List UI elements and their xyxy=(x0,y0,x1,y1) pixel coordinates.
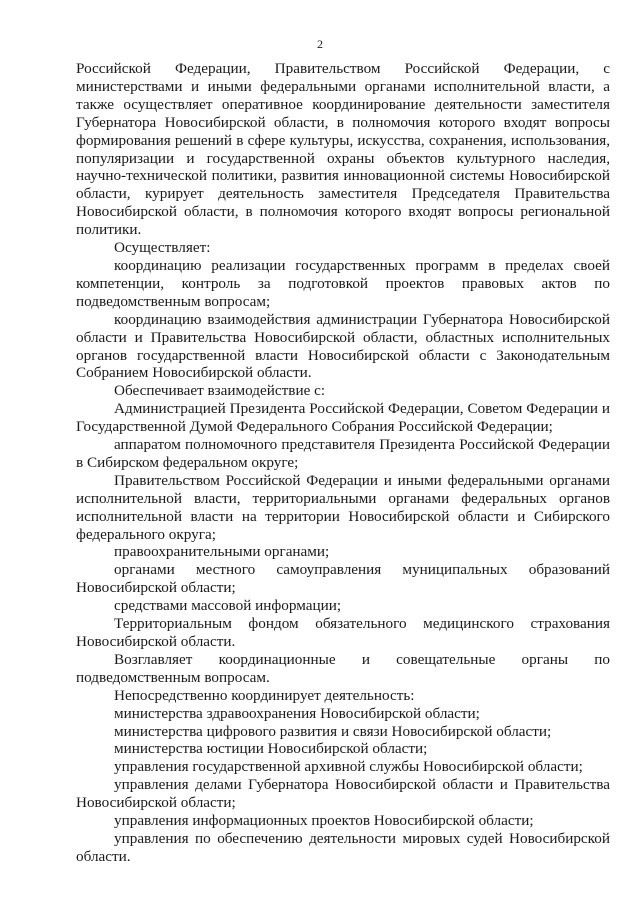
paragraph-21: управления по обеспечению деятельности мировых судей Новосибирской области. xyxy=(76,829,610,865)
paragraph-6: Администрацией Президента Российской Федерации, Советом Федерации и Государственной Думой Федерального Собрания Российской Федерации; xyxy=(76,400,610,436)
paragraph-14: Непосредственно координирует деятельность: xyxy=(114,686,415,704)
paragraph-3: координацию реализации государственных программ в пределах своей компетенции, контроль за подготовкой проектов правовых актов по подведомственным вопросам; xyxy=(76,256,610,310)
page-number: 2 xyxy=(317,37,323,51)
paragraph-8: Правительством Российской Федерации и иными федеральными органами исполнительной власти, территориальными органами федеральных органов исполнительной власти на территории Новосибирской области и Сибирского федерального округа; xyxy=(76,471,610,543)
paragraph-1: Российской Федерации, Правительством Российской Федерации, с министерствами и иными федеральными органами исполнительной власти, а также осуществляет оперативное координирование деятельности заместителя Губернатора Новосибирской области, в полномочия которого входят вопросы формирования решений в сфере культуры, искусства, сохранения, использования, популяризации и государственной охраны объектов культурного наследия, научно-технической политики, развития инновационной системы Новосибирской области, курирует деятельность заместителя Председателя Правительства Новосибирской области, в полномочия которого входят вопросы региональной политики. xyxy=(76,60,610,239)
paragraph-17: министерства юстиции Новосибирской области; xyxy=(114,740,428,758)
document-body xyxy=(76,60,610,866)
paragraph-18: управления государственной архивной службы Новосибирской области; xyxy=(114,758,583,776)
paragraph-12: Территориальным фондом обязательного медицинского страхования Новосибирской области. xyxy=(76,615,610,650)
paragraph-5: Обеспечивает взаимодействие с: xyxy=(114,382,326,400)
paragraph-16: министерства цифрового развития и связи Новосибирской области; xyxy=(114,722,552,740)
paragraph-15: министерства здравоохранения Новосибирской области; xyxy=(114,704,480,722)
paragraph-4: координацию взаимодействия администрации Губернатора Новосибирской области и Правительства Новосибирской области, областных исполнительных органов государственной власти Новосибирской области с Законодательным Собранием Новосибирской области. xyxy=(76,310,610,382)
paragraph-11: средствами массовой информации; xyxy=(114,597,342,615)
paragraph-10: органами местного самоуправления муниципальных образований Новосибирской области; xyxy=(76,561,610,597)
paragraph-19: управления делами Губернатора Новосибирской области и Правительства Новосибирской области; xyxy=(76,776,610,812)
paragraph-9: правоохранительными органами; xyxy=(114,543,330,561)
paragraph-7: аппаратом полномочного представителя Президента Российской Федерации в Сибирском федеральном округе; xyxy=(76,436,610,471)
paragraph-20: управления информационных проектов Новосибирской области; xyxy=(114,812,534,830)
paragraph-13: Возглавляет координационные и совещательные органы по подведомственным вопросам. xyxy=(76,650,610,686)
paragraph-2: Осуществляет: xyxy=(114,239,211,257)
